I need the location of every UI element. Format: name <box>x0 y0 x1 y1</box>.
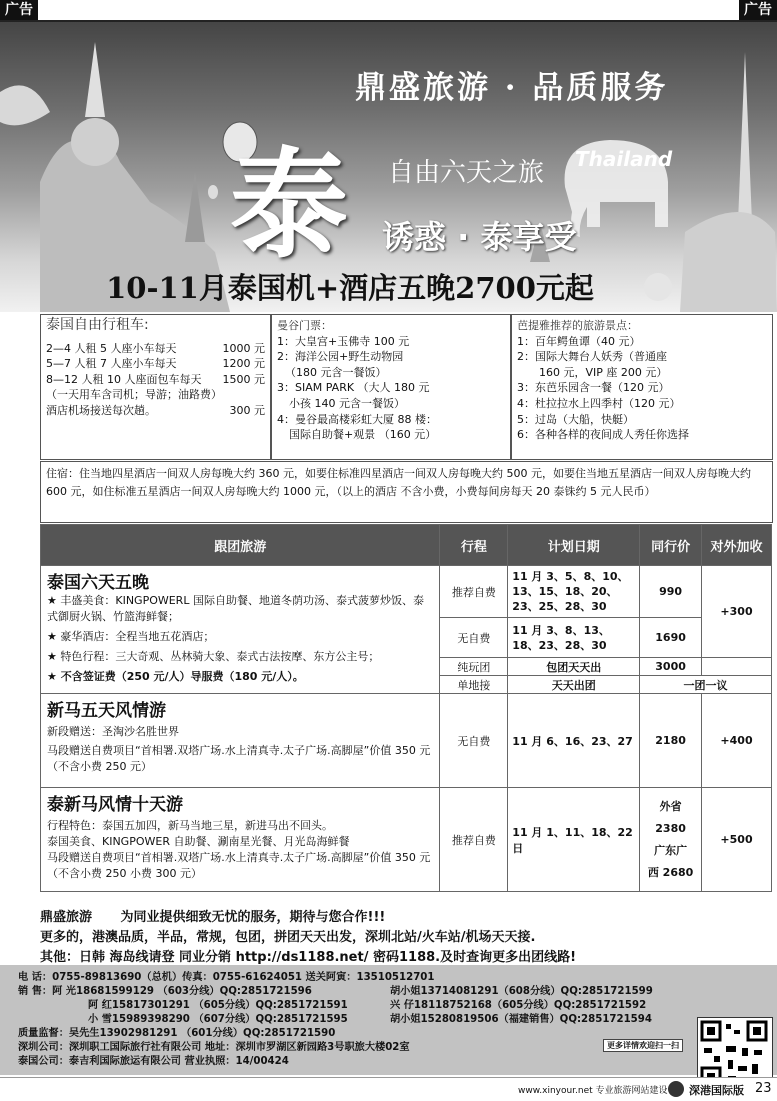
tour3-line: 泰国美食、KINGPOWER 自助餐、涮南星光餐、月光岛海鲜餐 <box>47 835 350 848</box>
tour1-dates: 天天出团 <box>508 676 640 694</box>
footer-site: www.xinyour.net 专业旅游网站建设 <box>518 1086 668 1096</box>
promo-line-2: 更多的，港澳品质，半品，常规，包团，拼团天天出发，深圳北站/火车站/机场天天接. <box>40 930 536 945</box>
shenzhen-company: 深圳公司：深圳职工国际旅行社有限公司 地址：深圳市罗湖区新园路3号职旅大楼02室 <box>18 1042 410 1053</box>
pattaya-line: 3：东芭乐园含一餐（120 元） <box>517 381 670 395</box>
pattaya-line: 160 元，VIP 座 200 元） <box>539 365 668 379</box>
pattaya-line: 1：百年鳄鱼谭（40 元） <box>517 334 641 348</box>
tour2-type: 无自费 <box>440 694 508 788</box>
tour1-line: ★ 特色行程：三大奇观、丛林骑大象、泰式古法按摩、东方公主号； <box>47 650 380 663</box>
pattaya-line: 4：杜拉拉水上四季村（120 元） <box>517 396 681 410</box>
rental-line: （一天用车含司机；导游；油路费） <box>46 388 222 402</box>
promo-line-3: 其他：日韩 海岛线请登 同业分销 http://ds1188.net/ 密码1188.及时查询更多出团线路! <box>40 950 577 965</box>
footer-magazine: 深港国际版 <box>689 1084 744 1097</box>
header-itinerary: 行程 <box>440 525 508 566</box>
headline-offer: 10-11月泰国机+酒店五晚2700元起 <box>106 271 594 305</box>
bangkok-line: 2：海洋公园+野生动物园 <box>277 350 404 364</box>
tour3-price-value: 2380 <box>655 821 686 835</box>
pattaya-box <box>511 314 773 460</box>
tour2-price: 2180 <box>640 694 702 788</box>
sales-contact: 胡小姐15280819506（福建销售）QQ:2851721594 <box>390 1014 652 1025</box>
pattaya-line: 6：各种各样的夜间成人秀任你选择 <box>517 428 689 442</box>
rental-line: 5—7 人租 7 人座小车每天 1200 元 <box>46 357 265 371</box>
header-group-tour: 跟团旅游 <box>41 525 440 566</box>
sales-contact: 小 雪15989398290 （607分线）QQ:2851721595 <box>88 1014 348 1025</box>
ad-label-left: 广告 <box>0 0 38 20</box>
promo-brand: 鼎盛旅游 <box>40 910 93 925</box>
tour2-dates: 11 月 6、16、23、27 <box>508 694 640 788</box>
header-price: 同行价 <box>640 525 702 566</box>
tour1-price: 1690 <box>640 618 702 658</box>
tour1-line: ★ 豪华酒店：全程当地五花酒店； <box>47 630 215 643</box>
page-number: 23 <box>755 1081 772 1096</box>
tour3-extra: +500 <box>702 788 772 892</box>
bangkok-line: 4：曼谷最高楼彩虹大厦 88 楼： <box>277 412 437 426</box>
big-thai-char: 泰 <box>230 135 349 274</box>
tour1-type: 无自费 <box>440 618 508 658</box>
bangkok-line: 3：SIAM PARK （大人 180 元 <box>277 381 430 395</box>
promo-line-1 <box>40 906 385 925</box>
banner <box>0 22 777 312</box>
rental-line: 酒店机场接送每次趟。 300 元 <box>46 403 265 417</box>
tour3-type: 推荐自费 <box>440 788 508 892</box>
subtitle-temptation: 诱惑 · 泰享受 <box>382 218 577 256</box>
table-row <box>41 694 772 788</box>
contact-phone: 电 话：0755-89813690（总机）传真：0755-61624051 送关阿寅：13510512701 <box>18 972 435 983</box>
pattaya-title: 芭提雅推荐的旅游景点： <box>517 319 638 332</box>
tour2-title: 新马五天风情游 <box>47 701 166 721</box>
rental-box <box>40 314 271 460</box>
tour1-price: 990 <box>640 566 702 618</box>
tour1-dates: 11 月 3、8、13、18、23、28、30 <box>508 618 640 658</box>
rental-title: 泰国自由行租车: <box>46 317 149 333</box>
qr-label: 更多详情欢迎扫一扫 <box>603 1039 683 1052</box>
tour-table <box>40 524 772 892</box>
table-row <box>41 788 772 892</box>
tour3-dates: 11 月 1、11、18、22 日 <box>508 788 640 892</box>
sales-contact: 兴 仔18118752168（605分线）QQ:2851721592 <box>390 1000 647 1011</box>
tour1-desc <box>41 566 440 694</box>
contact-panel <box>0 965 777 1075</box>
tour1-type: 单地接 <box>440 676 508 694</box>
lodging-text: 住宿：住当地四星酒店一间双人房每晚大约 360 元，如要住标准四星酒店一间双人房每晚大约 500 元，如要住当地五星酒店一间双人房每晚大约 600 元，如住标准五星酒店一间双人房每晚大约 1000 元，（以上的酒店 不含小费，小费每间房每天 20 泰铢约 5 元人民币） <box>46 467 751 498</box>
footer-logo-icon <box>668 1081 684 1097</box>
flower-icon <box>0 85 50 125</box>
header-extra: 对外加收 <box>702 525 772 566</box>
statue-crown <box>85 42 105 117</box>
bangkok-box <box>271 314 511 460</box>
bangkok-line: （180 元含一餐饭） <box>285 365 387 379</box>
tour1-title: 泰国六天五晚 <box>47 573 149 593</box>
pagoda-left <box>185 172 205 242</box>
pattaya-line: 5：过岛（大船，快艇） <box>517 412 634 426</box>
tour3-line: 马段赠送自费项目“首相署.双塔广场.水上清真寺.太子广场.高脚屋”价值 350 元（不含小费 250 小费 300 元） <box>47 851 431 880</box>
tour3-price <box>640 788 702 892</box>
bangkok-title: 曼谷门票： <box>277 319 332 332</box>
tour1-price: 3000 <box>640 658 702 676</box>
tour3-price-value: 西 2680 <box>647 865 694 879</box>
pattaya-line: 2：国际大舞台人妖秀（普通座 <box>517 350 667 364</box>
sales-contact: 销 售：阿 光18681599129 （603分线）QQ:2851721596 <box>18 986 312 997</box>
statue-head <box>71 118 119 166</box>
bangkok-line: 1：大皇宫+玉佛寺 100 元 <box>277 334 410 348</box>
sales-contact: 胡小姐13714081291（608分线）QQ:2851721599 <box>390 986 653 997</box>
rental-line: 2—4 人租 5 人座小车每天 1000 元 <box>46 341 265 355</box>
tour3-title: 泰新马风情十天游 <box>47 795 183 815</box>
tour3-desc <box>41 788 440 892</box>
tour1-price: 一团一议 <box>640 676 772 694</box>
tour3-price-label: 外省 <box>659 799 682 813</box>
tour2-line: 新段赠送：圣淘沙名胜世界 <box>47 725 179 738</box>
tour1-extra-empty <box>702 658 772 676</box>
tour1-dates: 11 月 3、5、8、10、13、15、18、20、23、25、28、30 <box>508 566 640 618</box>
tour1-type: 纯玩团 <box>440 658 508 676</box>
tour3-line: 行程特色：泰国五加四，新马当地三星，新进马出不回头。 <box>47 819 333 832</box>
header-dates: 计划日期 <box>508 525 640 566</box>
subtitle-six-days: 自由六天之旅 <box>388 158 545 188</box>
quality-contact: 质量监督：吴先生13902981291 （601分线）QQ:2851721590 <box>18 1028 336 1039</box>
thailand-logo-text: Thailand <box>575 147 673 171</box>
tour2-desc <box>41 694 440 788</box>
sales-contact: 阿 红15817301291 （605分线）QQ:2851721591 <box>88 1000 348 1011</box>
tour1-dates: 包团天天出 <box>508 658 640 676</box>
thailand-company: 泰国公司：泰吉利国际旅运有限公司 营业执照：14/00424 <box>18 1056 289 1067</box>
lodging-box <box>40 461 773 523</box>
balloon-small-icon <box>208 185 218 199</box>
bangkok-line: 国际自助餐+观景 （160 元） <box>289 428 437 442</box>
tour3-price-label: 广东广 <box>654 843 688 857</box>
tour1-type: 推荐自费 <box>440 566 508 618</box>
rental-line: 8—12 人租 10 人座面包车每天 1500 元 <box>46 372 265 386</box>
ad-label-right: 广告 <box>739 0 777 20</box>
table-row <box>41 566 772 618</box>
page-footer <box>0 1077 777 1101</box>
bangkok-line: 小孩 140 元含一餐饭） <box>289 396 405 410</box>
promo-slogan: 为同业提供细致无忧的服务，期待与您合作!!! <box>120 910 386 925</box>
slogan: 鼎盛旅游 · 品质服务 <box>355 70 669 106</box>
table-header-row <box>41 525 772 566</box>
tour2-extra: +400 <box>702 694 772 788</box>
tour1-line: ★ 丰盛美食：KINGPOWERL 国际自助餐、地道冬荫功汤、泰式菠萝炒饭、泰式御厨火锅、竹篮海鲜餐； <box>47 594 424 623</box>
tour2-line: 马段赠送自费项目“首相署.双塔广场.水上清真寺.太子广场.高脚屋”价值 350 元（不含小费 250 元） <box>47 744 431 773</box>
temple-spire <box>738 52 752 222</box>
tour1-extra: +300 <box>702 566 772 658</box>
tour1-line: ★ 不含签证费（250 元/人）导服费（180 元/人）。 <box>47 670 304 683</box>
